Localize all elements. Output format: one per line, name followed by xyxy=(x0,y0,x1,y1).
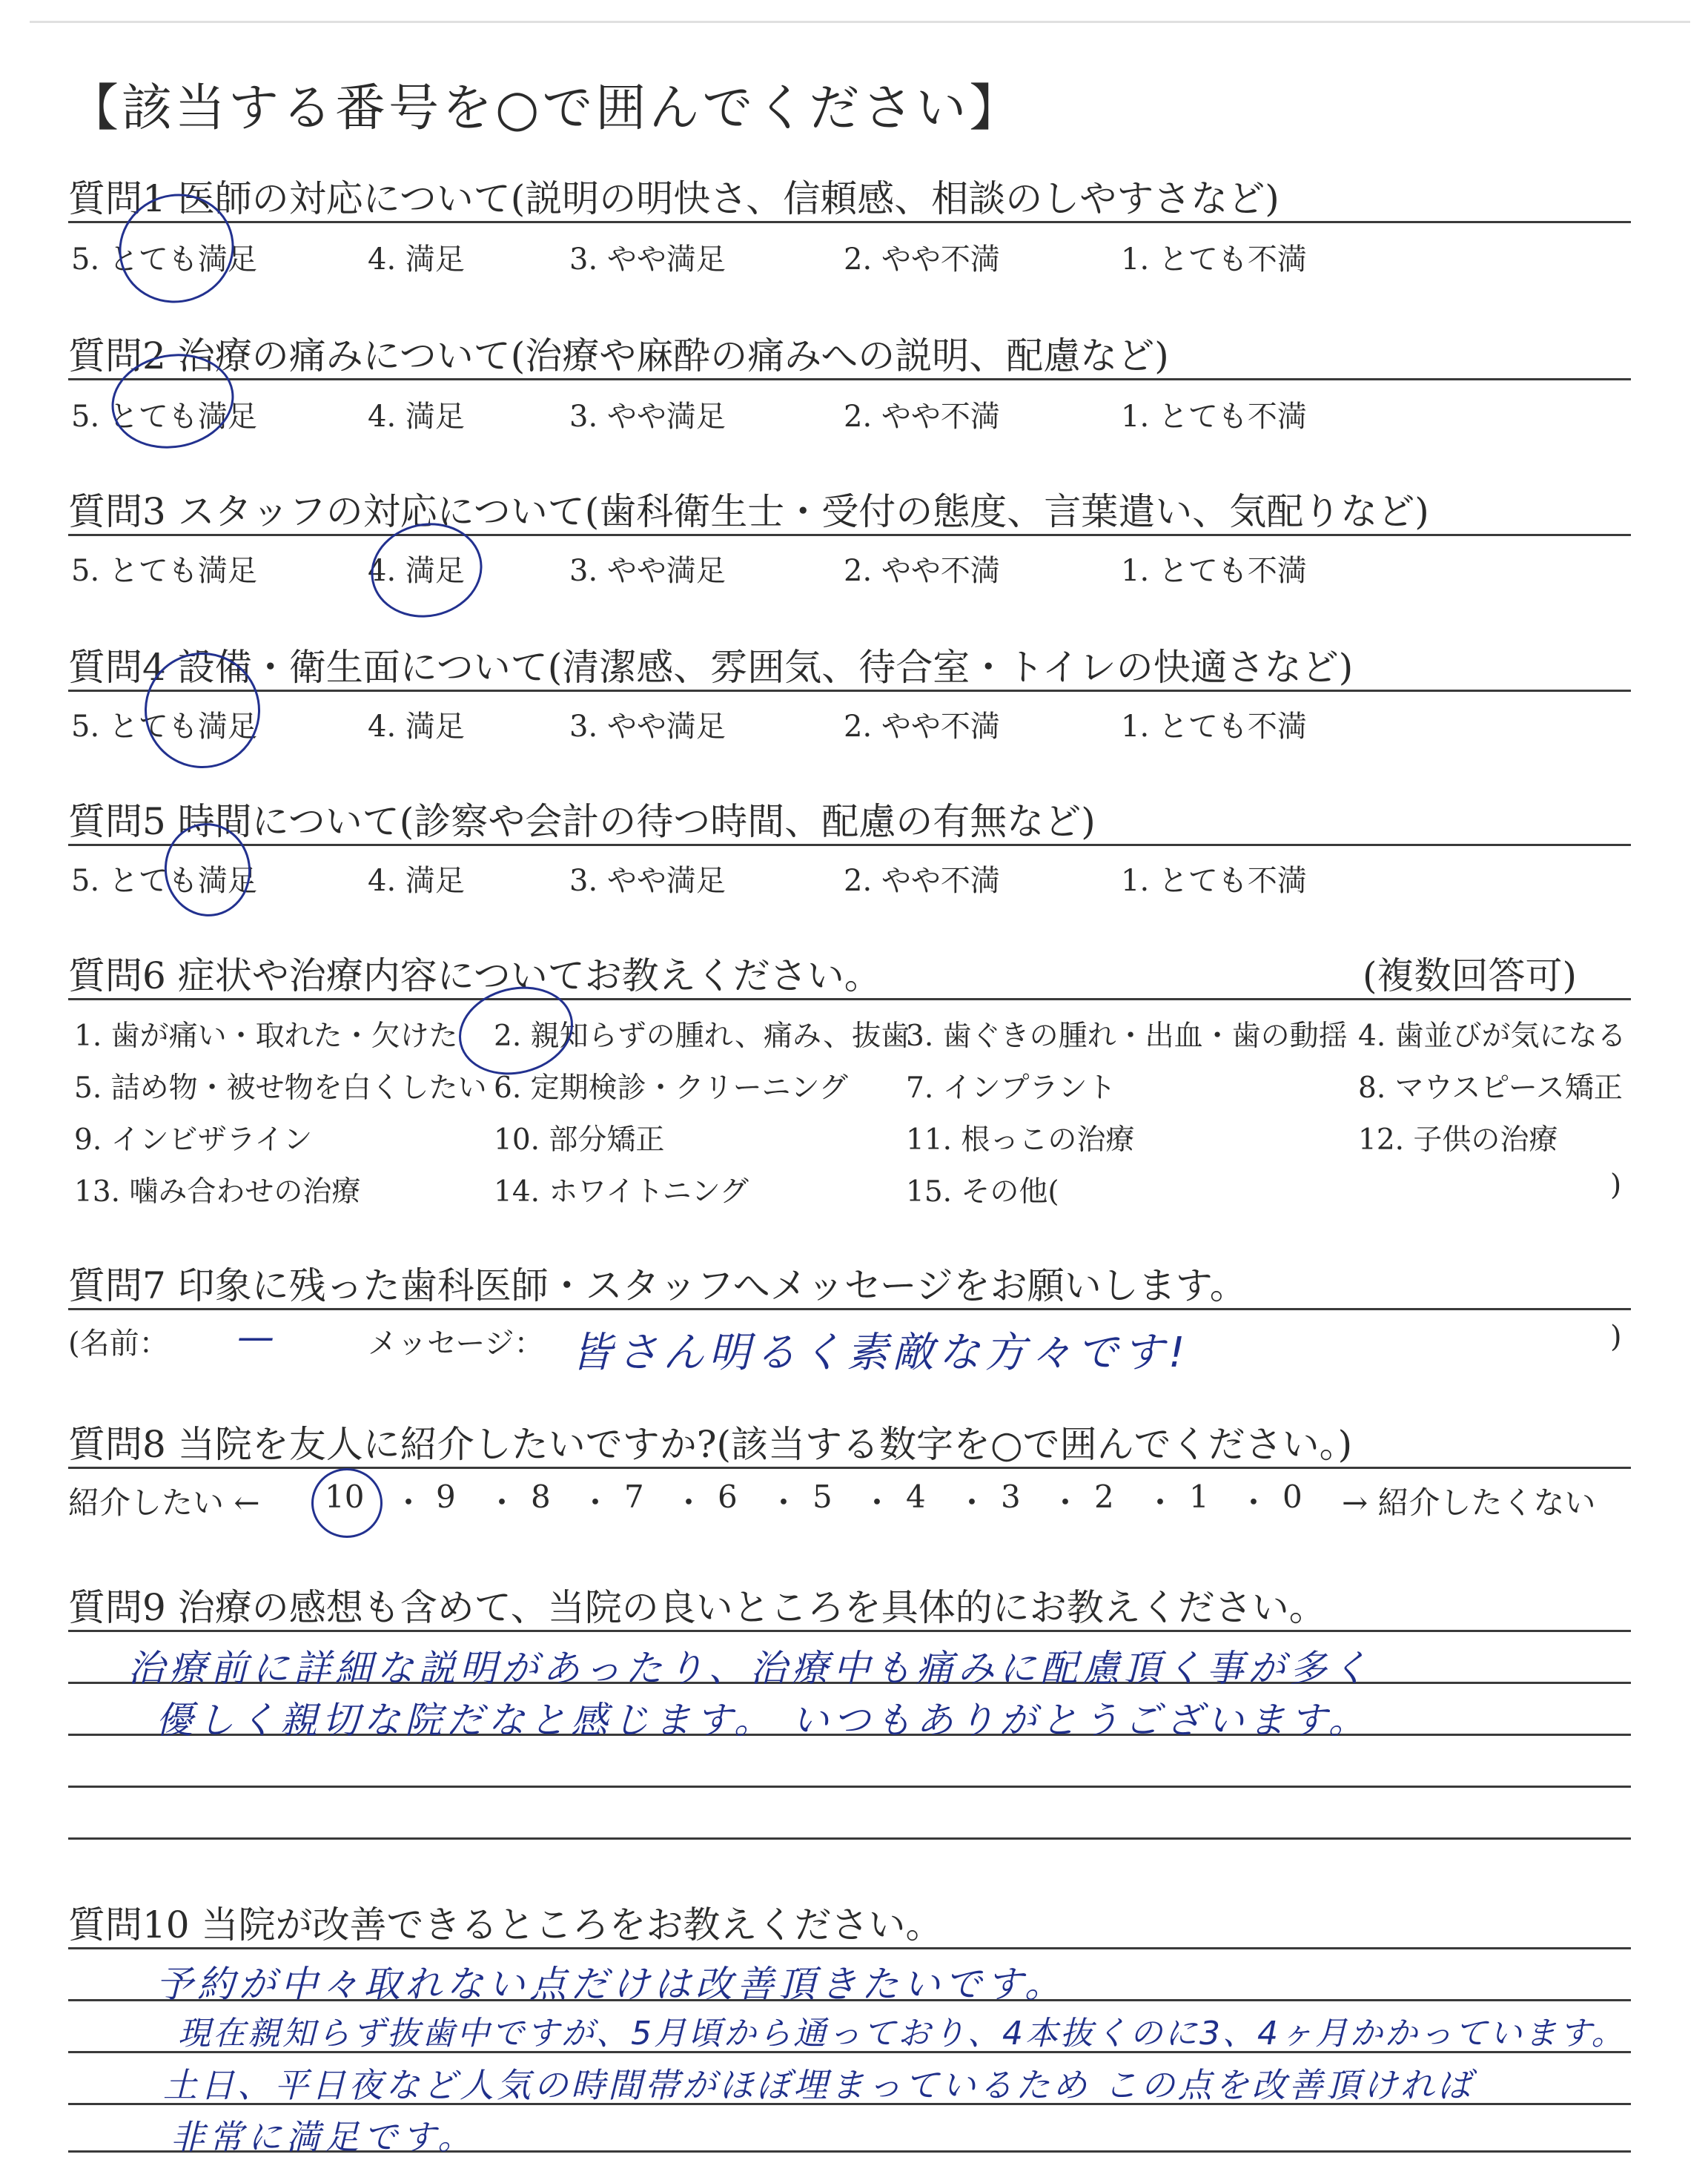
q2-rule xyxy=(68,378,1631,380)
q4-option-2[interactable]: 2. やや不満 xyxy=(844,710,1000,744)
q8-right-label: → 紹介したくない xyxy=(1342,1484,1596,1521)
q8-scale-3[interactable]: 3 xyxy=(1001,1479,1021,1515)
q4-rule xyxy=(68,690,1631,692)
q4-option-1[interactable]: 1. とても不満 xyxy=(1121,710,1307,744)
q3-rule xyxy=(68,534,1631,536)
q8-selection-circle xyxy=(311,1468,383,1538)
q6-title: 質問6 症状や治療内容についてお教えください。 xyxy=(68,954,881,997)
scan-top-edge xyxy=(30,21,1690,23)
q8-dot: ・ xyxy=(1050,1484,1082,1521)
q6-option-2[interactable]: 2. 親知らずの腫れ、痛み、抜歯 xyxy=(494,1020,910,1053)
q8-scale-6[interactable]: 6 xyxy=(718,1479,738,1515)
q2-option-4[interactable]: 4. 満足 xyxy=(368,400,465,434)
q6-option-11[interactable]: 11. 根っこの治療 xyxy=(906,1123,1135,1157)
q8-scale-1[interactable]: 1 xyxy=(1189,1479,1209,1515)
q4-title: 質問4 設備・衛生面について(清潔感、雰囲気、待合室・トイレの快適さなど) xyxy=(68,646,1354,689)
q1-rule xyxy=(68,221,1631,223)
q8-dot: ・ xyxy=(861,1484,893,1521)
q10-answer-line-4[interactable]: 非常に満足です。 xyxy=(171,2117,477,2157)
q10-answer-line-2[interactable]: 現在親知らず抜歯中ですが、5月頃から通っており、4本抜くのに3、4ヶ月かかっています。 xyxy=(178,2015,1626,2052)
q6-option-10[interactable]: 10. 部分矯正 xyxy=(494,1123,665,1157)
q6-option-4[interactable]: 4. 歯並びが気になる xyxy=(1358,1020,1626,1053)
q2-option-5[interactable]: 5. とても満足 xyxy=(71,400,257,434)
q2-title: 質問2 治療の痛みについて(治療や麻酔の痛みへの説明、配慮など) xyxy=(68,334,1169,377)
q5-option-3[interactable]: 3. やや満足 xyxy=(569,864,726,898)
q1-option-4[interactable]: 4. 満足 xyxy=(368,242,465,277)
q2-option-2[interactable]: 2. やや不満 xyxy=(844,400,1000,434)
q6-option-6[interactable]: 6. 定期検診・クリーニング xyxy=(494,1071,848,1105)
q9-rule-4 xyxy=(68,1837,1631,1840)
q8-title: 質問8 当院を友人に紹介したいですか?(該当する数字を○で囲んでください。) xyxy=(68,1423,1353,1466)
q8-left-label: 紹介したい ← xyxy=(68,1484,260,1521)
q6-option-13[interactable]: 13. 噛み合わせの治療 xyxy=(74,1175,361,1209)
q8-scale-2[interactable]: 2 xyxy=(1094,1479,1114,1515)
q8-scale-4[interactable]: 4 xyxy=(906,1479,926,1515)
q10-title: 質問10 当院が改善できるところをお教えください。 xyxy=(68,1903,943,1946)
q9-title: 質問9 治療の感想も含めて、当院の良いところを具体的にお教えください。 xyxy=(68,1586,1326,1629)
q5-option-2[interactable]: 2. やや不満 xyxy=(844,864,1000,898)
q3-option-2[interactable]: 2. やや不満 xyxy=(844,554,1000,588)
q3-title: 質問3 スタッフの対応について(歯科衛生士・受付の態度、言葉遣い、気配りなど) xyxy=(68,490,1429,533)
q8-dot: ・ xyxy=(393,1484,425,1521)
q6-option-12[interactable]: 12. 子供の治療 xyxy=(1358,1123,1558,1157)
q9-answer-line-2[interactable]: 優しく親切な院だなと感じます。 いつもありがとうございます。 xyxy=(156,1699,1370,1742)
q6-option-14[interactable]: 14. ホワイトニング xyxy=(494,1175,749,1209)
q2-option-1[interactable]: 1. とても不満 xyxy=(1121,400,1307,434)
q1-option-5[interactable]: 5. とても満足 xyxy=(71,242,257,277)
q6-option-1[interactable]: 1. 歯が痛い・取れた・欠けた xyxy=(74,1020,458,1053)
q10-answer-line-3[interactable]: 土日、平日夜など人気の時間帯がほぼ埋まっているため この点を改善頂ければ xyxy=(163,2065,1474,2105)
q8-dot: ・ xyxy=(1145,1484,1176,1521)
q4-option-4[interactable]: 4. 満足 xyxy=(368,710,465,744)
q8-scale-0[interactable]: 0 xyxy=(1282,1479,1302,1515)
q8-dot: ・ xyxy=(673,1484,705,1521)
q5-rule xyxy=(68,844,1631,846)
q3-option-4[interactable]: 4. 満足 xyxy=(368,554,465,588)
q6-option-15-close: ) xyxy=(1610,1169,1622,1202)
q6-option-9[interactable]: 9. インビザライン xyxy=(74,1123,313,1157)
q9-rule-3 xyxy=(68,1786,1631,1788)
q5-option-1[interactable]: 1. とても不満 xyxy=(1121,864,1307,898)
q9-rule-0 xyxy=(68,1630,1631,1632)
q10-rule-0 xyxy=(68,1947,1631,1949)
q7-rule xyxy=(68,1308,1631,1310)
q10-answer-line-1[interactable]: 予約が中々取れない点だけは改善頂きたいです。 xyxy=(156,1963,1066,2006)
q8-scale-5[interactable]: 5 xyxy=(812,1479,833,1515)
q6-option-7[interactable]: 7. インプラント xyxy=(906,1071,1116,1105)
q1-title: 質問1 医師の対応について(説明の明快さ、信頼感、相談のしやすさなど) xyxy=(68,177,1280,220)
q9-answer-line-1[interactable]: 治療前に詳細な説明があったり、治療中も痛みに配慮頂く事が多く xyxy=(128,1647,1373,1690)
q5-title: 質問5 時間について(診察や会計の待つ時間、配慮の有無など) xyxy=(68,800,1096,843)
form-header: 【該当する番号を○で囲んでください】 xyxy=(68,79,1023,138)
q1-option-3[interactable]: 3. やや満足 xyxy=(569,242,726,277)
q5-option-4[interactable]: 4. 満足 xyxy=(368,864,465,898)
q6-option-15[interactable]: 15. その他( xyxy=(906,1175,1059,1209)
q6-rule xyxy=(68,998,1631,1000)
q3-option-3[interactable]: 3. やや満足 xyxy=(569,554,726,588)
q8-scale-7[interactable]: 7 xyxy=(624,1479,644,1515)
q6-option-3[interactable]: 3. 歯ぐきの腫れ・出血・歯の動揺 xyxy=(906,1020,1348,1053)
q5-option-5[interactable]: 5. とても満足 xyxy=(71,864,257,898)
q7-name-label: (名前： xyxy=(68,1327,169,1361)
q8-dot: ・ xyxy=(956,1484,988,1521)
q4-option-5[interactable]: 5. とても満足 xyxy=(71,710,257,744)
q3-option-5[interactable]: 5. とても満足 xyxy=(71,554,257,588)
q6-note: (複数回答可) xyxy=(1363,954,1578,997)
q6-option-8[interactable]: 8. マウスピース矯正 xyxy=(1358,1071,1623,1105)
q7-name-value[interactable]: — xyxy=(237,1315,279,1358)
q8-dot: ・ xyxy=(580,1484,612,1521)
q8-scale-10[interactable]: 10 xyxy=(325,1479,365,1515)
q7-message-value[interactable]: 皆さん明るく素敵な方々です! xyxy=(571,1329,1190,1377)
q7-close-paren: ) xyxy=(1610,1320,1622,1354)
q8-dot: ・ xyxy=(768,1484,800,1521)
q7-title: 質問7 印象に残った歯科医師・スタッフへメッセージをお願いします。 xyxy=(68,1264,1247,1307)
q3-option-1[interactable]: 1. とても不満 xyxy=(1121,554,1307,588)
q8-scale-8[interactable]: 8 xyxy=(531,1479,551,1515)
q8-dot: ・ xyxy=(1238,1484,1270,1521)
q4-option-3[interactable]: 3. やや満足 xyxy=(569,710,726,744)
q7-message-label: メッセージ： xyxy=(368,1327,544,1361)
q8-scale-9[interactable]: 9 xyxy=(436,1479,456,1515)
q2-option-3[interactable]: 3. やや満足 xyxy=(569,400,726,434)
q8-dot: ・ xyxy=(486,1484,518,1521)
q1-option-1[interactable]: 1. とても不満 xyxy=(1121,242,1307,277)
q8-rule xyxy=(68,1467,1631,1469)
q6-option-5[interactable]: 5. 詰め物・被せ物を白くしたい xyxy=(74,1071,487,1105)
q1-option-2[interactable]: 2. やや不満 xyxy=(844,242,1000,277)
